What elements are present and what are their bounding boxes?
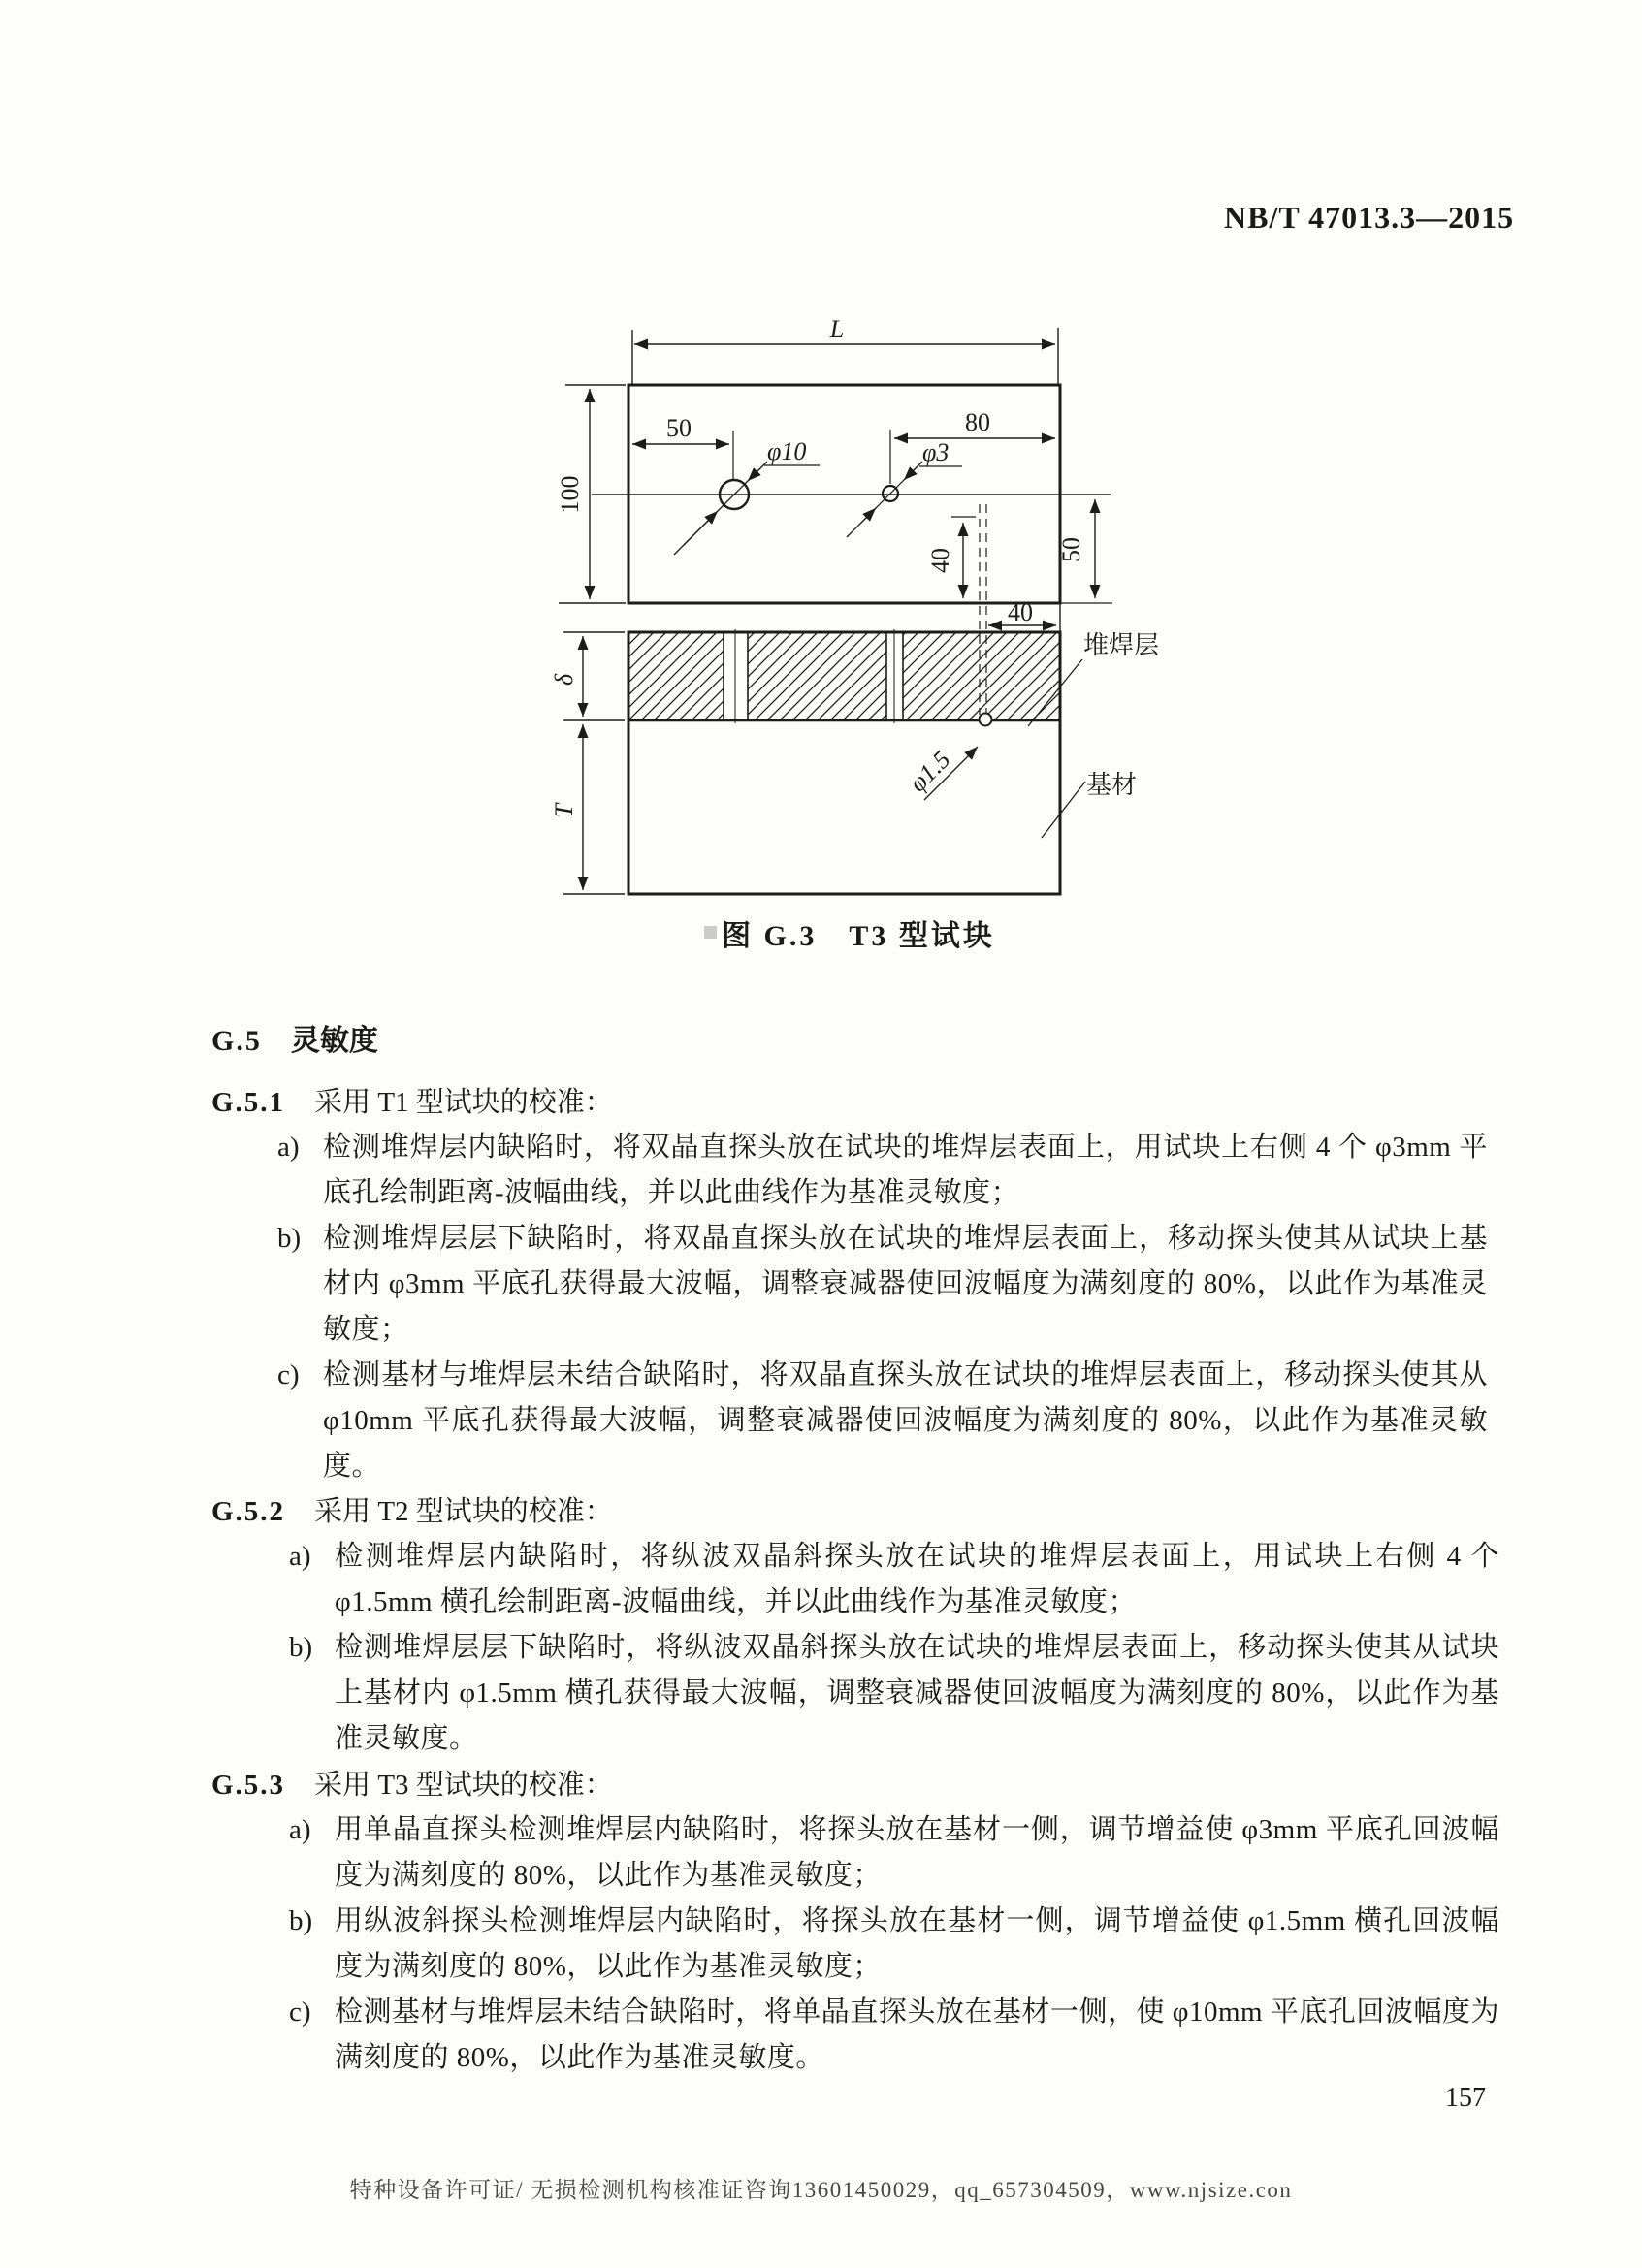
item-label: b) — [289, 1905, 313, 1936]
section-g52-title: 采用 T2 型试块的校准： — [314, 1496, 613, 1527]
dim-50-left-label: 50 — [666, 414, 692, 442]
list-item — [277, 1353, 1488, 1489]
item-label: b) — [289, 1632, 313, 1663]
item-text: 检测堆焊层层下缺陷时，将双晶直探头放在试块的堆焊层表面上，移动探头使其从试块上基材内 φ3mm 平底孔获得最大波幅，调整衰减器使回波幅度为满刻度的 80%，以此作为基准灵敏度； — [323, 1223, 1488, 1345]
section-g53-heading — [211, 1763, 613, 1803]
list-item — [289, 1899, 1499, 1990]
item-label: a) — [289, 1814, 311, 1845]
dim-50-right-label: 50 — [1057, 537, 1085, 562]
item-label: c) — [289, 1996, 311, 2028]
dim-delta-label: δ — [550, 673, 578, 687]
dim-40-horiz-label: 40 — [1008, 598, 1033, 626]
figure-g3-drawing — [538, 262, 1198, 921]
item-text: 用纵波斜探头检测堆焊层内缺陷时，将探头放在基材一侧，调节增益使 φ1.5mm 横孔回波幅度为满刻度的 80%，以此作为基准灵敏度； — [335, 1905, 1499, 1982]
section-g53-number: G.5.3 — [211, 1770, 286, 1801]
item-label: a) — [289, 1541, 311, 1572]
list-item — [289, 1990, 1499, 2081]
list-item — [289, 1807, 1499, 1899]
section-g51-title: 采用 T1 型试块的校准： — [314, 1087, 613, 1118]
page-number: 157 — [1445, 2083, 1486, 2113]
item-text: 检测堆焊层内缺陷时，将双晶直探头放在试块的堆焊层表面上，用试块上右侧 4 个 φ3mm 平底孔绘制距离-波幅曲线，并以此曲线作为基准灵敏度； — [323, 1132, 1488, 1208]
item-label: b) — [277, 1223, 302, 1254]
dim-T-label: T — [550, 803, 578, 818]
overlay-layer-label: 堆焊层 — [1083, 631, 1160, 659]
section-g52-heading — [211, 1489, 613, 1529]
dim-80-label: 80 — [965, 408, 990, 436]
hole-phi15-label: φ1.5 — [903, 745, 956, 798]
item-text: 用单晶直探头检测堆焊层内缺陷时，将探头放在基材一侧，调节增益使 φ3mm 平底孔回波幅度为满刻度的 80%，以此作为基准灵敏度； — [335, 1814, 1499, 1891]
section-g51-heading — [211, 1080, 613, 1120]
item-text: 检测堆焊层层下缺陷时，将纵波双晶斜探头放在试块的堆焊层表面上，移动探头使其从试块上基材内 φ1.5mm 横孔获得最大波幅，调整衰减器使回波幅度为满刻度的 80%，以此作为基准灵敏度。 — [335, 1632, 1499, 1754]
item-text: 检测堆焊层内缺陷时，将纵波双晶斜探头放在试块的堆焊层表面上，用试块上右侧 4 个 φ1.5mm 横孔绘制距离-波幅曲线，并以此曲线作为基准灵敏度； — [335, 1541, 1499, 1617]
item-label: a) — [277, 1132, 300, 1163]
section-g5-number: G.5 — [211, 1025, 262, 1057]
dim-40-vert-label: 40 — [926, 548, 954, 573]
list-item — [289, 1534, 1499, 1625]
section-g52-number: G.5.2 — [211, 1496, 286, 1527]
list-item — [289, 1625, 1499, 1762]
hole-phi3-label: φ3 — [922, 438, 950, 466]
dim-100-label: 100 — [556, 475, 584, 514]
list-item — [277, 1216, 1488, 1353]
item-label: c) — [277, 1359, 300, 1390]
section-g5-heading — [211, 1016, 378, 1059]
section-g51-number: G.5.1 — [211, 1087, 286, 1118]
footer-watermark: 特种设备许可证/ 无损检测机构核准证咨询13601450029，qq_657304509，www.njsize.con — [349, 2178, 1293, 2202]
dim-L-label: L — [829, 315, 845, 343]
section-g53-title: 采用 T3 型试块的校准： — [314, 1770, 613, 1801]
standard-code-header: NB/T 47013.3—2015 — [1224, 200, 1515, 235]
hole-phi10-label: φ10 — [767, 437, 807, 465]
item-text: 检测基材与堆焊层未结合缺陷时，将单晶直探头放在基材一侧，使 φ10mm 平底孔回波幅度为满刻度的 80%，以此作为基准灵敏度。 — [335, 1996, 1499, 2073]
list-item — [277, 1125, 1488, 1216]
section-view — [550, 629, 1159, 894]
section-g5-title: 灵敏度 — [290, 1025, 378, 1057]
figure-caption: 图 G.3 T3 型试块 — [722, 920, 995, 952]
base-material-label: 基材 — [1086, 771, 1138, 799]
item-text: 检测基材与堆焊层未结合缺陷时，将双晶直探头放在试块的堆焊层表面上，移动探头使其从 φ10mm 平底孔获得最大波幅，调整衰减器使回波幅度为满刻度的 80%，以此作为基准灵敏度。 — [323, 1359, 1488, 1482]
